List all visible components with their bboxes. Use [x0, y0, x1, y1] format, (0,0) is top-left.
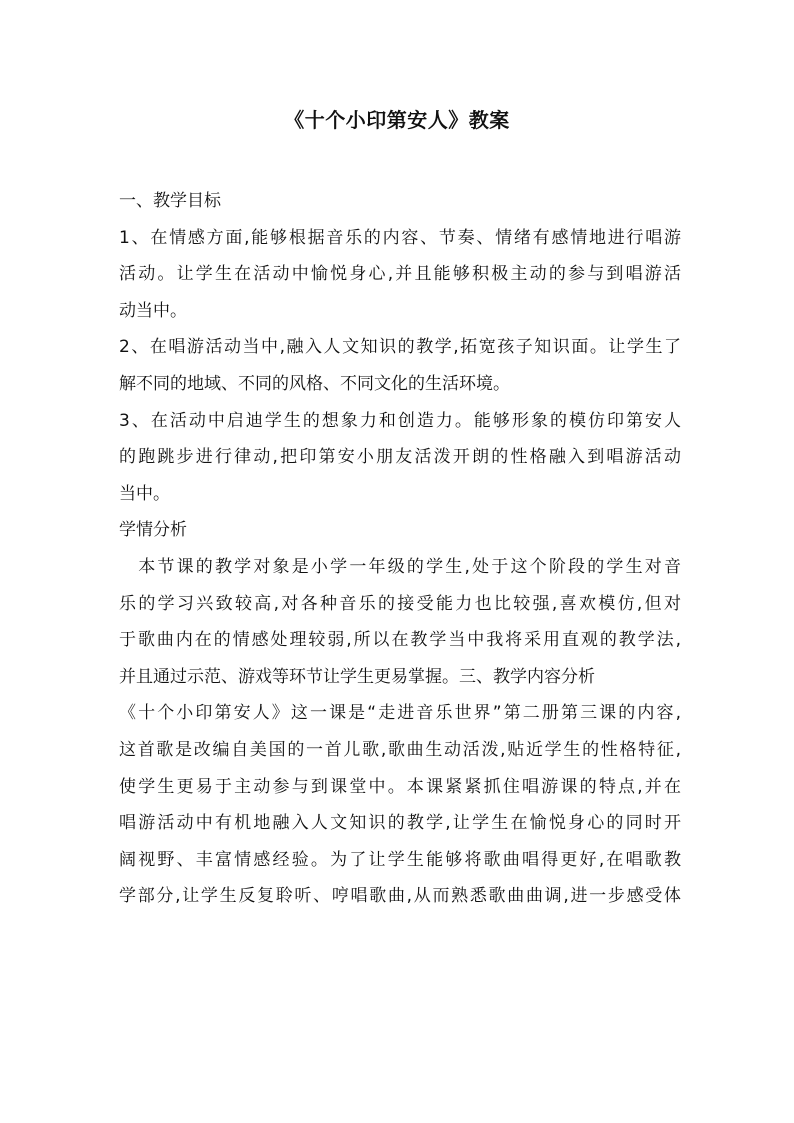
body-line: 这首歌是改编自美国的一首儿歌,歌曲生动活泼,贴近学生的性格特征, — [119, 739, 681, 760]
body-line: 学部分,让学生反复聆听、哼唱歌曲,从而熟悉歌曲曲调,进一步感受体 — [119, 886, 681, 907]
body-line: 使学生更易于主动参与到课堂中。本课紧紧抓住唱游课的特点,并在 — [119, 776, 681, 797]
body-line: 乐的学习兴致较高,对各种音乐的接受能力也比较强,喜欢模仿,但对 — [119, 593, 681, 614]
document-body — [119, 186, 681, 918]
body-line: 1、在情感方面,能够根据音乐的内容、节奏、情绪有感情地进行唱游 — [119, 227, 681, 248]
body-line: 并且通过示范、游戏等环节让学生更易掌握。三、教学内容分析 — [119, 666, 595, 687]
body-line: 动当中。 — [119, 300, 187, 321]
body-line: 于歌曲内在的情感处理较弱,所以在教学当中我将采用直观的教学法, — [119, 630, 681, 651]
body-line: 3、在活动中启迪学生的想象力和创造力。能够形象的模仿印第安人 — [119, 410, 681, 431]
body-line: 活动。让学生在活动中愉悦身心,并且能够积极主动的参与到唱游活 — [119, 264, 681, 285]
section-heading-teaching-goals: 一、教学目标 — [119, 191, 221, 211]
body-line: 的跑跳步进行律动,把印第安小朋友活泼开朗的性格融入到唱游活动 — [119, 447, 681, 468]
body-line: 《十个小印第安人》这一课是“走进音乐世界”第二册第三课的内容, — [119, 703, 681, 724]
section-heading-learning-analysis: 学情分析 — [119, 520, 187, 541]
body-line: 当中。 — [119, 483, 170, 504]
document-title: 《十个小印第安人》教案 — [284, 108, 510, 132]
body-line: 2、在唱游活动当中,融入人文知识的教学,拓宽孩子知识面。让学生了 — [119, 337, 681, 358]
body-line: 阔视野、丰富情感经验。为了让学生能够将歌曲唱得更好,在唱歌教 — [119, 849, 681, 870]
body-line: 唱游活动中有机地融入人文知识的教学,让学生在愉悦身心的同时开 — [119, 813, 681, 834]
body-line: 解不同的地域、不同的风格、不同文化的生活环境。 — [119, 373, 510, 394]
body-line: 本节课的教学对象是小学一年级的学生,处于这个阶段的学生对音 — [119, 556, 681, 577]
